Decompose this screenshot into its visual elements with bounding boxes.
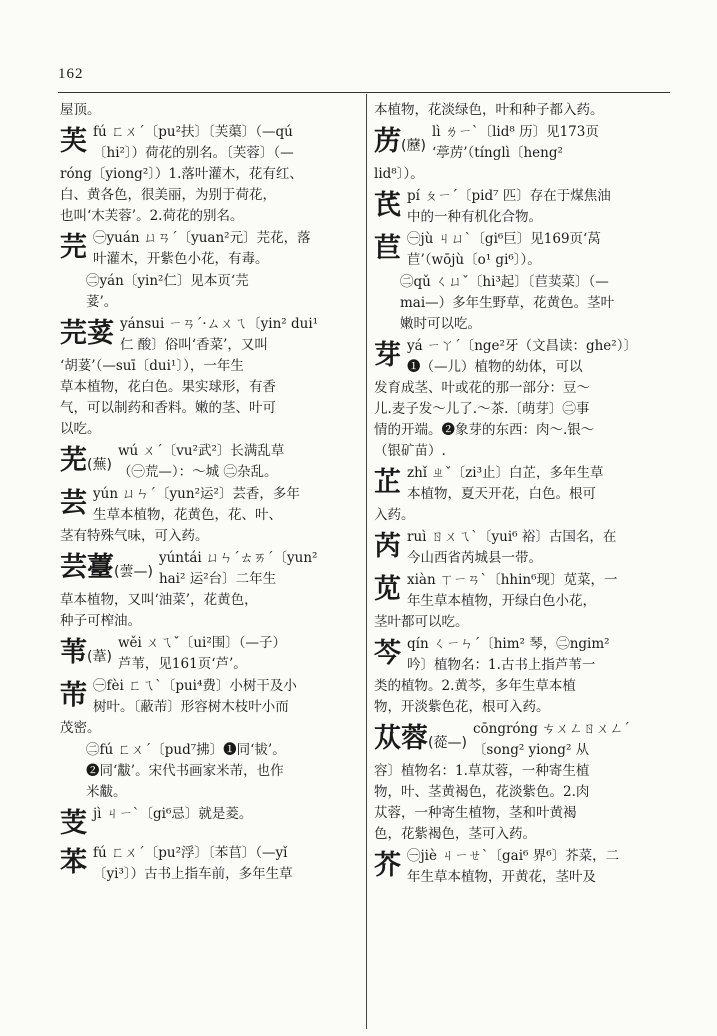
definition-line: ㊀jiè ㄐㄧㄝˋ〔gai⁶ 界⁶〕芥菜，二	[407, 848, 620, 864]
definition-line: yún ㄩㄣˊ〔yun²运²〕芸香，多年	[93, 486, 300, 502]
definition-line: 年生草本植物，开绿白色小花，	[407, 593, 596, 609]
headword-text: 芸	[60, 488, 87, 519]
definition-line: 茎有特殊气味，可入药。	[60, 528, 209, 544]
headword-text: 苋	[374, 574, 401, 605]
dictionary-entry	[60, 228, 362, 270]
dictionary-entry	[374, 229, 674, 271]
headword	[60, 806, 87, 842]
headword	[374, 188, 401, 224]
headword-text: 芷	[374, 467, 401, 498]
definition-line: ‘葶苈’（tínglì〔heng²	[431, 145, 563, 161]
definition-line: 容〕植物名：1.草苁蓉，一种寄生植	[374, 763, 590, 779]
header-rule	[58, 92, 670, 93]
dictionary-entry	[374, 272, 674, 335]
definition-line: ㊁qǔ ㄑㄩˇ〔hi³起〕〔苣荬菜〕（—	[400, 274, 609, 290]
headword-text: 芾	[60, 680, 87, 711]
dictionary-entry	[60, 633, 362, 675]
definition-line: 草本植物，花白色。果实球形，有香	[60, 379, 276, 395]
dictionary-entry	[60, 548, 362, 632]
traditional-form: (蓯—)	[428, 735, 467, 751]
definition-line: cōngróng ㄘㄨㄥㄖㄨㄥˊ	[472, 721, 630, 737]
definition-line: 茂密。	[60, 720, 101, 736]
definition-line: ㊁yán〔yin²仁〕见本页‘芫	[86, 273, 249, 289]
headword	[60, 845, 87, 881]
headword	[374, 529, 401, 565]
definition-line: 茎叶都可以吃。	[374, 614, 469, 630]
definition-line: 气，可以制药和香料。嫩的茎、叶可	[60, 400, 276, 416]
definition-line: 中的一种有机化合物。	[407, 209, 542, 225]
definition-line: （银矿苗）.	[374, 443, 446, 459]
definition-line: 荽’。	[86, 294, 118, 310]
headword	[374, 231, 401, 267]
headword	[60, 443, 112, 483]
dictionary-entry	[60, 271, 362, 313]
definition-line: yá ㄧㄚˊ〔nge²牙（文昌读：ghe²）〕	[407, 338, 637, 354]
left-column	[60, 100, 362, 886]
dictionary-entry	[374, 719, 674, 845]
definition-line: 色，花紫褐色，茎可入药。	[374, 826, 536, 842]
dictionary-entry	[60, 740, 362, 803]
definition-line: 年生草本植物，开黄花，茎叶及	[407, 869, 596, 885]
dictionary-entry	[374, 186, 674, 228]
definition-line: 吟〕植物名：1.古书上指芦苇一	[407, 657, 596, 673]
definition-line: 米黻。	[86, 784, 127, 800]
headword-text: 芙	[60, 126, 87, 157]
headword-text: 芫荽	[60, 318, 114, 349]
headword	[60, 635, 112, 675]
definition-line: xiàn ㄒㄧㄢˋ〔hhin⁶现〕苋菜，一	[407, 572, 618, 588]
headword-text: 芸薹	[60, 552, 114, 583]
definition-line: lì ㄌㄧˋ〔lid⁸ 历〕见173页	[431, 124, 599, 140]
definition-line: 芦苇，见161页‘芦’。	[117, 656, 247, 672]
dictionary-entry	[60, 804, 362, 842]
headword	[374, 721, 467, 761]
headword-text: 芜	[60, 445, 87, 476]
definition-line: ‘胡荽’（—suī〔dui¹〕），一年生	[60, 358, 244, 374]
definition-line: （㊀荒—）：～城 ㊁杂乱。	[117, 464, 278, 480]
definition-line: yánsui ㄧㄢˊ·ㄙㄨㄟ〔yin² dui¹	[120, 316, 319, 332]
definition-line: 〔song² yiong² 从	[472, 742, 590, 758]
headword	[60, 230, 87, 266]
headword	[374, 338, 401, 374]
definition-line: 物，开淡紫色花，根可入药。	[374, 699, 550, 715]
dictionary-entry	[60, 843, 362, 885]
definition-line: 入药。	[374, 507, 415, 523]
definition-line: jì ㄐㄧˋ〔gi⁶忌〕就是菱。	[93, 806, 253, 822]
definition-line: 情的开端。❷象芽的东西：肉～.银～	[374, 422, 595, 438]
definition-line: ㊀yuán ㄩㄢˊ〔yuan²元〕芫花，落	[93, 230, 311, 246]
traditional-form: (藶)	[401, 138, 426, 154]
headword	[60, 678, 87, 714]
definition-line: wěi ㄨㄟˇ〔ui²围〕（—子）	[117, 635, 287, 651]
definition-line: ❷同‘黻’。宋代书画家米芾，也作	[86, 763, 284, 779]
definition-line: 生草本植物，花黄色，花、叶、	[93, 507, 282, 523]
definition-line: 仁 酸〕俗叫‘香菜’，又叫	[120, 337, 268, 353]
dictionary-entry	[374, 336, 674, 462]
definition-line: 物，叶、茎黄褐色，花淡紫色。2.肉	[374, 784, 590, 800]
definition-line: wú ㄨˊ〔vu²武²〕长满乱草	[117, 443, 285, 459]
page-number: 162	[58, 66, 84, 82]
headword-text: 芰	[60, 808, 87, 839]
headword	[374, 572, 401, 608]
headword-text: 芥	[374, 850, 401, 881]
headword	[374, 465, 401, 501]
dictionary-entry	[60, 122, 362, 227]
definition-line: 本植物，夏天开花，白色。根可	[407, 486, 596, 502]
headword-text: 苣	[374, 233, 401, 264]
dictionary-entry	[60, 676, 362, 739]
dictionary-entry	[374, 122, 674, 185]
traditional-form: (蕓—)	[114, 564, 153, 580]
headword	[60, 486, 87, 522]
definition-line: 以吃。	[60, 421, 101, 437]
definition-line: zhǐ ㄓˇ〔zi³止〕白芷，多年生草	[407, 465, 604, 481]
definition-line: pí ㄆㄧˊ〔pid⁷ 匹〕存在于煤焦油	[407, 188, 611, 204]
definition-line: 嫩时可以吃。	[400, 316, 481, 332]
headword	[60, 316, 114, 352]
headword	[374, 848, 401, 884]
dictionary-entry	[374, 463, 674, 526]
definition-line: lid⁸〕）。	[374, 166, 424, 182]
definition-line: 今山西省芮城县一带。	[407, 550, 542, 566]
definition-line: ㊁fú ㄈㄨˊ〔pud⁷拂〕❶同‘韨’。	[86, 742, 286, 758]
headword-text: 苇	[60, 637, 87, 668]
definition-line: qín ㄑㄧㄣˊ〔him² 琴，㊁ngim²	[407, 636, 610, 652]
definition-line: fú ㄈㄨˊ〔pu²浮〕〔苯苢〕（—yǐ	[93, 845, 288, 861]
headword-text: 芫	[60, 232, 87, 263]
definition-line: ❶（—儿）植物的幼体，可以	[407, 359, 583, 375]
headword	[374, 124, 426, 164]
definition-line: ㊀fèi ㄈㄟˋ〔pui⁴费〕小树干及小	[93, 678, 297, 694]
definition-line: 屋顶。	[60, 102, 101, 118]
dictionary-entry	[374, 570, 674, 633]
definition-line: hai² 运²台〕二年生	[158, 571, 277, 587]
definition-line: 苣’（wōjù〔o¹ gi⁶〕）。	[407, 252, 541, 268]
definition-line: 〔yi³〕）古书上指车前，多年生草	[93, 866, 293, 882]
definition-line: fú ㄈㄨˊ〔pu²扶〕〔芙蕖〕（—qú	[93, 124, 293, 140]
definition-line: 树叶。〔蔽芾〕形容树木枝叶小而	[93, 699, 289, 715]
headword-text: 芩	[374, 638, 401, 669]
definition-line: 草本植物，又叫‘油菜’，花黄色，	[60, 592, 258, 608]
definition-line: ㊀jù ㄐㄩˋ〔gi⁶巨〕见169页‘莴	[407, 231, 601, 247]
dictionary-entry	[374, 527, 674, 569]
traditional-form: (蕪)	[87, 457, 112, 473]
headword-text: 苁蓉	[374, 723, 428, 754]
definition-line: yúntái ㄩㄣˊㄊㄞˊ〔yun²	[158, 550, 318, 566]
headword-text: 芽	[374, 340, 401, 371]
dictionary-entry	[374, 634, 674, 718]
headword-text: 芪	[374, 190, 401, 221]
definition-line: 叶灌木，开紫色小花，有毒。	[93, 251, 269, 267]
dictionary-entry	[60, 441, 362, 483]
dictionary-entry	[60, 484, 362, 547]
right-column	[374, 100, 674, 889]
definition-line: 种子可榨油。	[60, 613, 141, 629]
definition-line: 苁蓉，一种寄生植物，茎和叶黄褐	[374, 805, 577, 821]
definition-line: 也叫‘木芙蓉’。2.荷花的别名。	[60, 208, 244, 224]
headword	[60, 124, 87, 160]
definition-line: 发育成茎、叶或花的那一部分：豆～	[374, 380, 590, 396]
headword	[60, 550, 153, 590]
headword	[374, 636, 401, 672]
headword-text: 苈	[374, 126, 401, 157]
column-divider	[366, 94, 367, 1029]
dictionary-entry	[60, 314, 362, 440]
headword-text: 苯	[60, 847, 87, 878]
definition-line: mai—）多年生野草，花黄色。茎叶	[400, 295, 615, 311]
definition-line: 白、黄各色，很美丽，为别于荷花，	[60, 187, 276, 203]
dictionary-entry	[60, 100, 362, 121]
definition-line: 类的植物。2.黄芩，多年生草本植	[374, 678, 576, 694]
definition-line: róng〔yiong²〕）1.落叶灌木，花有红、	[60, 166, 303, 182]
headword-text: 芮	[374, 531, 401, 562]
dictionary-entry	[374, 846, 674, 888]
dictionary-entry	[374, 100, 674, 121]
definition-line: 儿.麦子发～儿了.～茶.〔萌芽〕㊁事	[374, 401, 590, 417]
definition-line: ruì ㄖㄨㄟˋ〔yui⁶ 裕〕古国名，在	[407, 529, 617, 545]
definition-line: 本植物，花淡绿色，叶和种子都入药。	[374, 102, 604, 118]
traditional-form: (葦)	[87, 649, 112, 665]
definition-line: 〔hi²〕）荷花的别名。〔芙蓉〕（—	[93, 145, 294, 161]
